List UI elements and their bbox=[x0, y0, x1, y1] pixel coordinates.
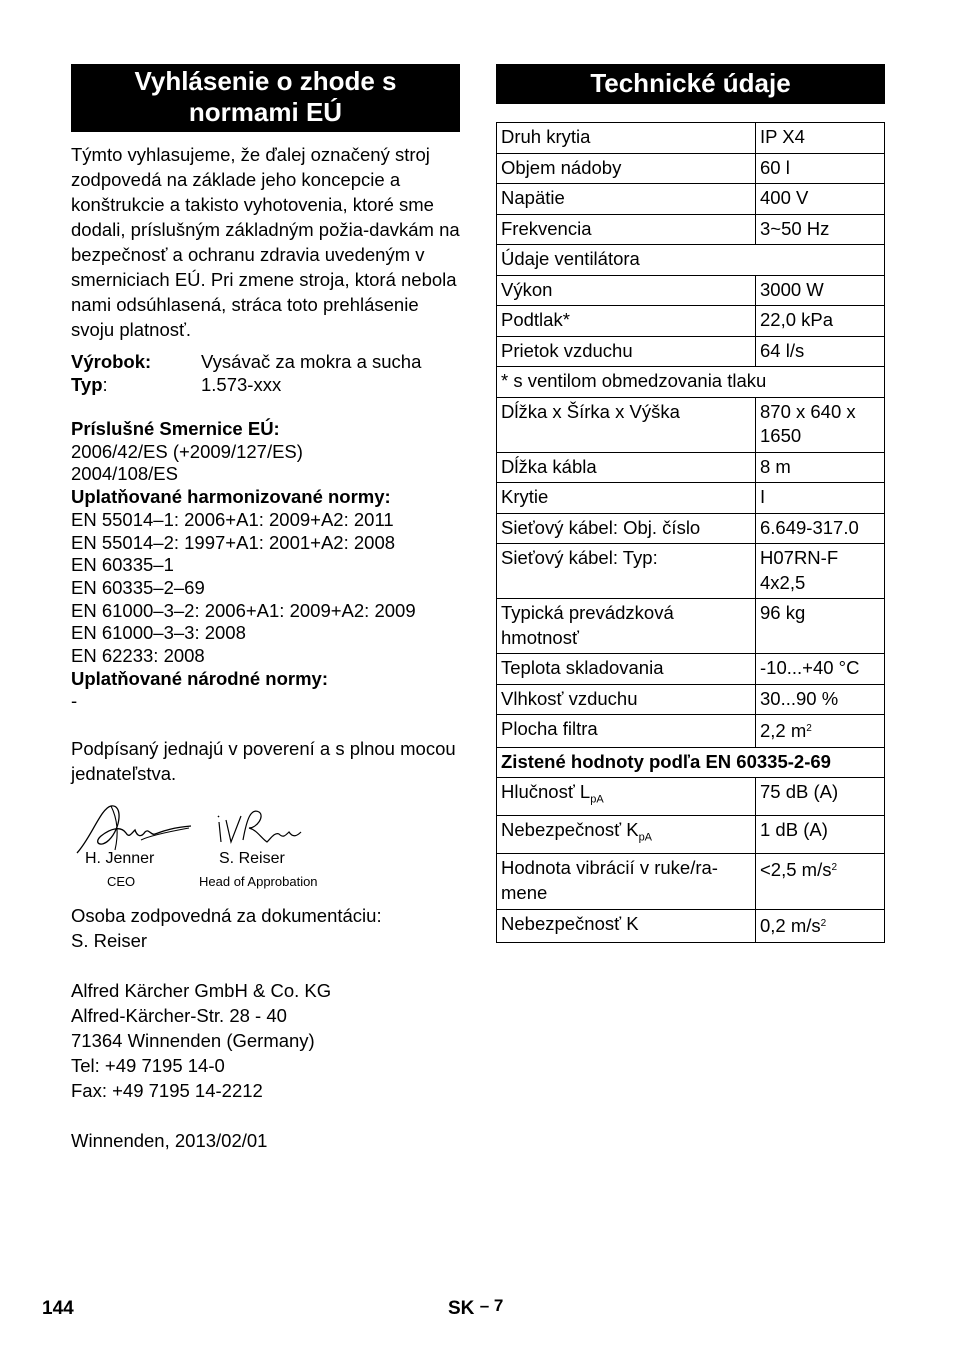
doc-responsible bbox=[71, 903, 460, 953]
signer2-role: Head of Approbation bbox=[199, 874, 318, 890]
signature-jenner-image bbox=[71, 798, 311, 858]
table-row bbox=[497, 397, 885, 452]
vibration-label: Hodnota vibrácií v ruke/ra-mene bbox=[497, 854, 756, 910]
table-row bbox=[497, 214, 885, 245]
spec-label: Podtlak* bbox=[497, 306, 756, 337]
uncertainty-noise-label: Nebezpečnosť $K_{pA}$ bbox=[497, 816, 756, 854]
table-row bbox=[497, 452, 885, 483]
uncertainty-noise-value: 1 dB (A) bbox=[756, 816, 885, 854]
spec-label: Sieťový kábel: Obj. číslo bbox=[497, 513, 756, 544]
table-row bbox=[497, 483, 885, 514]
spec-label: Dĺžka kábla bbox=[497, 452, 756, 483]
doc-person-name: S. Reiser bbox=[71, 930, 148, 952]
table-row bbox=[497, 654, 885, 685]
spec-value: -10...+40 °C bbox=[756, 654, 885, 685]
vibration-value: <2,5 $m/s^2$ bbox=[756, 854, 885, 910]
table-row bbox=[497, 599, 885, 654]
table-row bbox=[497, 816, 885, 854]
table-section-cell: * s ventilom obmedzovania tlaku bbox=[497, 367, 885, 398]
spec-label: Napätie bbox=[497, 184, 756, 215]
spec-value: H07RN-F 4x2,5 bbox=[756, 544, 885, 599]
spec-value: 96 kg bbox=[756, 599, 885, 654]
filter-label: Plocha filtra bbox=[497, 715, 756, 748]
spec-label: Typická prevádzková hmotnosť bbox=[497, 599, 756, 654]
spec-value: IP X4 bbox=[756, 123, 885, 154]
declaration-intro: Týmto vyhlasujeme, že ďalej označený stroj zodpovedá na základe jeho koncepcie a konštrukcie a takisto vyhotovenia, ktoré sme dodali, príslušným základným požia-davkám na bezpečnosť a ochranu zdravia uvedeným v smerniciach EÚ. Pri zmene stroja, ktorá nebola nami odsúhlasená, stráca toto prehlásenie svoju platnosť. bbox=[71, 144, 460, 340]
product-value: Vysávač za mokra a sucha bbox=[201, 351, 422, 372]
spec-label: Objem nádoby bbox=[497, 153, 756, 184]
harmonized-heading: Uplatňované harmonizované normy: bbox=[71, 486, 391, 508]
signatures bbox=[71, 798, 460, 893]
standards-block bbox=[71, 418, 460, 713]
company-line: Fax: +49 7195 14-2212 bbox=[71, 1080, 263, 1102]
doc-person-label: Osoba zodpovedná za dokumentáciu: bbox=[71, 905, 382, 927]
spec-label: Sieťový kábel: Typ: bbox=[497, 544, 756, 599]
place-date: Winnenden, 2013/02/01 bbox=[71, 1130, 268, 1152]
spec-value: 30...90 % bbox=[756, 684, 885, 715]
harmonized-item: EN 61000–3–2: 2006+A1: 2009+A2: 2009 bbox=[71, 599, 416, 621]
spec-value: 3000 W bbox=[756, 275, 885, 306]
table-row bbox=[497, 245, 885, 276]
uncertainty-vibration-value: 0,2 $m/s^2$ bbox=[756, 910, 885, 943]
table-row bbox=[497, 910, 885, 943]
spec-value: 64 l/s bbox=[756, 336, 885, 367]
noise-label: Hlučnosť $L_{pA}$ bbox=[497, 778, 756, 816]
spec-value: I bbox=[756, 483, 885, 514]
section-page: – 7 bbox=[479, 1296, 504, 1315]
harmonized-item: EN 60335–1 bbox=[71, 554, 174, 576]
company-line: Alfred Kärcher GmbH & Co. KG bbox=[71, 980, 332, 1002]
product-info bbox=[71, 350, 460, 396]
spec-label: Prietok vzduchu bbox=[497, 336, 756, 367]
spec-label: Výkon bbox=[497, 275, 756, 306]
table-row bbox=[497, 275, 885, 306]
noise-value: 75 dB (A) bbox=[756, 778, 885, 816]
company-line: 71364 Winnenden (Germany) bbox=[71, 1030, 315, 1052]
spec-value: 8 m bbox=[756, 452, 885, 483]
spec-label: Krytie bbox=[497, 483, 756, 514]
table-row bbox=[497, 336, 885, 367]
table-row bbox=[497, 513, 885, 544]
spec-label: Druh krytia bbox=[497, 123, 756, 154]
table-row bbox=[497, 184, 885, 215]
signer2-name: S. Reiser bbox=[219, 850, 285, 868]
declaration-heading: Vyhlásenie o zhode s normami EÚ bbox=[71, 64, 460, 132]
spec-label: Dĺžka x Šírka x Výška bbox=[497, 397, 756, 452]
spec-value: 870 x 640 x 1650 bbox=[756, 397, 885, 452]
spec-value: 60 l bbox=[756, 153, 885, 184]
signer1-name: H. Jenner bbox=[85, 850, 155, 868]
harmonized-item: EN 62233: 2008 bbox=[71, 645, 205, 667]
signed-text: Podpísaný jednajú v poverení a s plnou mocou jednateľstva. bbox=[71, 738, 456, 785]
company-line: Alfred-Kärcher-Str. 28 - 40 bbox=[71, 1005, 287, 1027]
language-page-marker bbox=[448, 1296, 503, 1320]
spec-label: Vlhkosť vzduchu bbox=[497, 684, 756, 715]
table-row bbox=[497, 778, 885, 816]
signer1-role: CEO bbox=[107, 874, 136, 890]
spec-value: 22,0 kPa bbox=[756, 306, 885, 337]
table-row bbox=[497, 747, 885, 778]
company-line: Tel: +49 7195 14-0 bbox=[71, 1055, 225, 1077]
table-row bbox=[497, 367, 885, 398]
table-row bbox=[497, 684, 885, 715]
harmonized-item: EN 55014–2: 1997+A1: 2001+A2: 2008 bbox=[71, 531, 396, 553]
declaration-column bbox=[71, 64, 460, 1153]
company-address bbox=[71, 978, 460, 1103]
directive-item: 2004/108/ES bbox=[71, 463, 178, 485]
table-row bbox=[497, 123, 885, 154]
table-row bbox=[497, 544, 885, 599]
spec-label: Frekvencia bbox=[497, 214, 756, 245]
harmonized-item: EN 55014–1: 2006+A1: 2009+A2: 2011 bbox=[71, 508, 394, 530]
type-value: 1.573-xxx bbox=[201, 374, 282, 395]
table-row bbox=[497, 854, 885, 910]
national-value: - bbox=[71, 690, 78, 712]
product-label: Výrobok: bbox=[71, 351, 152, 372]
spec-label: Teplota skladovania bbox=[497, 654, 756, 685]
uncertainty-vibration-label: Nebezpečnosť K bbox=[497, 910, 756, 943]
table-row bbox=[497, 153, 885, 184]
table-row bbox=[497, 306, 885, 337]
spec-value: 6.649-317.0 bbox=[756, 513, 885, 544]
page-number: 144 bbox=[42, 1298, 74, 1319]
directive-item: 2006/42/ES (+2009/127/ES) bbox=[71, 440, 303, 462]
tech-data-table bbox=[496, 122, 885, 943]
national-heading: Uplatňované národné normy: bbox=[71, 667, 328, 689]
type-colon: : bbox=[102, 374, 108, 395]
table-section-cell: Údaje ventilátora bbox=[497, 245, 885, 276]
filter-value: 2,2 $m^2$ bbox=[756, 715, 885, 748]
tech-data-heading: Technické údaje bbox=[496, 64, 885, 104]
language-code: SK bbox=[448, 1298, 475, 1319]
spec-value: 400 V bbox=[756, 184, 885, 215]
directives-heading: Príslušné Smernice EÚ: bbox=[71, 418, 280, 439]
harmonized-item: EN 61000–3–3: 2008 bbox=[71, 622, 246, 644]
type-label: Typ bbox=[71, 374, 103, 395]
table-row bbox=[497, 715, 885, 748]
tech-data-column bbox=[496, 64, 885, 943]
measured-heading: Zistené hodnoty podľa EN 60335-2-69 bbox=[497, 747, 885, 778]
spec-value: 3~50 Hz bbox=[756, 214, 885, 245]
harmonized-item: EN 60335–2–69 bbox=[71, 576, 205, 598]
